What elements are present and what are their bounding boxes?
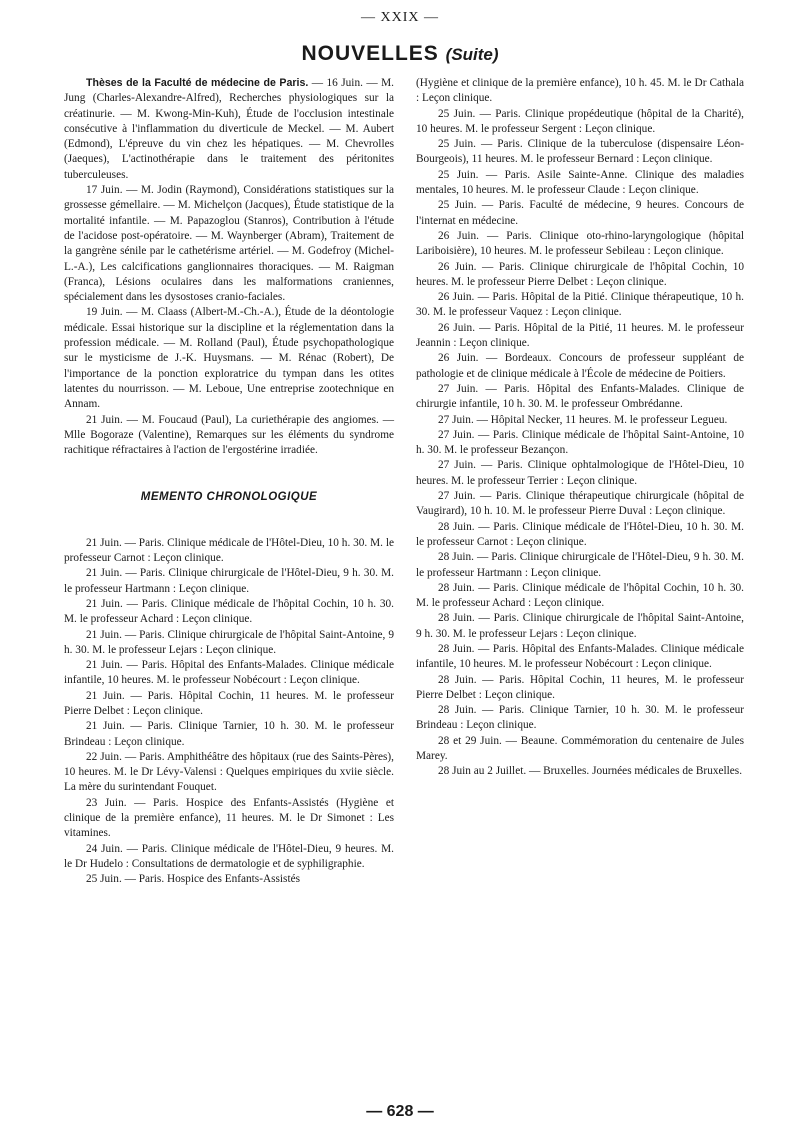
thesis-paragraph — [64, 76, 394, 183]
page-number: — 628 — — [366, 1103, 434, 1120]
memento-entry: 21 Juin. — Paris. Clinique médicale de l'hôpital Cochin, 10 h. 30. M. le professeur Achard : Leçon clinique. — [64, 597, 394, 626]
memento-entry: 26 Juin. — Paris. Hôpital de la Pitié. Clinique thérapeutique, 10 h. 30. M. le professeur Vaquez : Leçon clinique. — [416, 291, 744, 319]
memento-entry: 28 et 29 Juin. — Beaune. Commémoration du centenaire de Jules Marey. — [416, 734, 744, 763]
memento-entry: 27 Juin. — Hôpital Necker, 11 heures. M. le professeur Legueu. — [438, 413, 728, 426]
memento-entry: 26 Juin. — Paris. Clinique chirurgicale de l'hôpital Cochin, 10 heures. M. le professeur Pierre Delbet : Leçon clinique. — [416, 260, 744, 288]
memento-entry: 21 Juin. — Paris. Clinique médicale de l'Hôtel-Dieu, 10 h. 30. M. le professeur Carnot : Leçon clinique. — [64, 536, 394, 565]
memento-entry: 28 Juin. — Paris. Clinique chirurgicale de l'Hôtel-Dieu, 9 h. 30. M. le professeur Hartmann : Leçon clinique. — [416, 551, 744, 579]
memento-entry: 25 Juin. — Paris. Clinique de la tuberculose (dispensaire Léon-Bourgeois), 11 heures. M. le professeur Bernard : Leçon clinique. — [416, 138, 744, 166]
memento-entry: 28 Juin au 2 Juillet. — Bruxelles. Journées médicales de Bruxelles. — [438, 765, 743, 778]
memento-entry: 28 Juin. — Paris. Clinique Tarnier, 10 h. 30. M. le professeur Brindeau : Leçon clinique. — [416, 704, 744, 732]
memento-entry: 21 Juin. — Paris. Clinique Tarnier, 10 h. 30. M. le professeur Brindeau : Leçon clinique. — [64, 720, 394, 748]
memento-heading: MEMENTO CHRONOLOGIQUE — [140, 491, 318, 504]
memento-entry: 22 Juin. — Paris. Amphithéâtre des hôpitaux (rue des Saints-Pères), 10 heures. M. le Dr Lévy-Valensi : Quelques empiriques du xviie siècle. La mère du surintendant Fouquet. — [64, 750, 394, 794]
memento-entry: 25 Juin. — Paris. Hospice des Enfants-Assistés — [86, 873, 300, 886]
memento-entry: 21 Juin. — Paris. Hôpital des Enfants-Malades. Clinique médicale infantile, 10 heures. M. le professeur Nobécourt : Leçon clinique. — [64, 659, 394, 687]
memento-entry: 21 Juin. — Paris. Clinique chirurgicale de l'Hôtel-Dieu, 9 h. 30. M. le professeur Hartmann : Leçon clinique. — [64, 567, 394, 595]
memento-entry: 28 Juin. — Paris. Hôpital Cochin, 11 heures, M. le professeur Pierre Delbet : Leçon clinique. — [416, 673, 744, 701]
memento-entry: 26 Juin. — Paris. Hôpital de la Pitié, 11 heures. M. le professeur Jeannin : Leçon clinique. — [416, 321, 744, 350]
thesis-text: — 16 Juin. — M. Jung (Charles-Alexandre-Alfred), Recherches physiologiques sur la créatinurie. — M. Kwong-Min-Kuh), Étude de l'occlusion intestinale consécutive à l'inflammation du diverticule de Meckel. — M. Aubert (Edmond), L'épreuve du vin chez les hépatiques. — M. Chevrolles (Jaeques), L'actinothérapie dans le traitement des péritonites tuberculeuses. — [64, 77, 394, 181]
memento-entry: 26 Juin. — Bordeaux. Concours de professeur suppléant de pathologie et de clinique médicale à l'École de médecine de Poitiers. — [416, 352, 744, 380]
memento-entry: 25 Juin. — Paris. Asile Sainte-Anne. Clinique des maladies mentales, 10 heures. M. le professeur Claude : Leçon clinique. — [416, 168, 744, 197]
right-column — [416, 76, 744, 780]
thesis-paragraph: 17 Juin. — M. Jodin (Raymond), Considérations statistiques sur la grossesse gémellaire. — M. Michelçon (Jacques), Étude statistique de la mortalité infantile. — M. Papazoglou (Stanros), Contribution à l'étude de l'acidose post-opératoire. — M. Waynberger (Abram), Traitement de la gangrène sénile par le cathetérisme artériel. — M. Godefroy (Michel-L.-A.), Les calcifications ganglionnaires thoraciques. — M. Raigman (Franca), Lésions oculaires dans les malformations craniennes, spécialement dans les dysostoses cranio-faciales. — [64, 184, 394, 304]
memento-entry: 23 Juin. — Paris. Hospice des Enfants-Assistés (Hygiène et clinique de la première enfance), 11 heures. M. le Dr Simonet : Les vitamines. — [64, 796, 394, 840]
memento-entry: 27 Juin. — Paris. Clinique ophtalmologique de l'Hôtel-Dieu, 10 heures. M. le professeur Terrier : Leçon clinique. — [416, 459, 744, 487]
memento-entry: 28 Juin. — Paris. Hôpital des Enfants-Malades. Clinique médicale infantile, 10 heures. M. le professeur Nobécourt : Leçon clinique. — [416, 642, 744, 671]
memento-entry: (Hygiène et clinique de la première enfance), 10 h. 45. M. le Dr Cathala : Leçon clinique. — [416, 77, 744, 105]
memento-entry: 28 Juin. — Paris. Clinique médicale de l'Hôtel-Dieu, 10 h. 30. M. le professeur Carnot : Leçon clinique. — [416, 520, 744, 548]
memento-entry: 21 Juin. — Paris. Hôpital Cochin, 11 heures. M. le professeur Pierre Delbet : Leçon clinique. — [64, 689, 394, 717]
section-title — [0, 42, 800, 66]
thesis-paragraph: 19 Juin. — M. Claass (Albert-M.-Ch.-A.), Étude de la déontologie médicale. Essai historique sur la discipline et la réglementation dans la profession médicale. — M. Rolland (Paul), Étude psychopathologique sur le mysticisme de J.-K. Huysmans. — M. Rénac (Robert), De l'importance de la ponction exploratrice du tympan dans les otites latentes du nourrisson. — M. Leboue, Une entreprise zootechnique en Annam. — [64, 306, 394, 411]
memento-entry: 24 Juin. — Paris. Clinique médicale de l'Hôtel-Dieu, 9 heures. M. le Dr Hudelo : Consultations de dermatologie et de syphiligraphie. — [64, 842, 394, 870]
memento-entry: 21 Juin. — Paris. Clinique chirurgicale de l'hôpital Saint-Antoine, 9 h. 30. M. le professeur Lejars : Leçon clinique. — [64, 628, 394, 656]
section-title-suite: (Suite) — [445, 45, 499, 64]
thesis-paragraph: 21 Juin. — M. Foucaud (Paul), La curiethérapie des angiomes. — Mlle Bogoraze (Valentine), Remarques sur les éléments du syndrome rachitique réfractaires à l'action de l'ergostérine irradiée. — [64, 413, 394, 457]
memento-entry: 25 Juin. — Paris. Clinique propédeutique (hôpital de la Charité), 10 heures. M. le professeur Sergent : Leçon clinique. — [416, 107, 744, 135]
memento-entry: 26 Juin. — Paris. Clinique oto-rhino-laryngologique (hôpital Lariboisière), 10 heures. M. le professeur Sebileau : Leçon clinique. — [416, 229, 744, 258]
memento-entry: 28 Juin. — Paris. Clinique médicale de l'hôpital Cochin, 10 h. 30. M. le professeur Achard : Leçon clinique. — [416, 581, 744, 610]
memento-entry: 28 Juin. — Paris. Clinique chirurgicale de l'hôpital Saint-Antoine, 9 h. 30. M. le professeur Lejars : Leçon clinique. — [416, 612, 744, 640]
running-head: — XXIX — — [361, 10, 439, 25]
section-title-text: NOUVELLES — [301, 42, 439, 65]
memento-entry: 27 Juin. — Paris. Clinique thérapeutique chirurgicale (hôpital de Vaugirard), 10 h. 10. M. le professeur Pierre Duval : Leçon clinique. — [416, 490, 744, 518]
memento-entry: 25 Juin. — Paris. Faculté de médecine, 9 heures. Concours de l'internat en médecine. — [416, 199, 744, 227]
left-column — [64, 76, 394, 888]
memento-entry: 27 Juin. — Paris. Clinique médicale de l'hôpital Saint-Antoine, 10 h. 30. M. le professeur Bezançon. — [416, 428, 744, 457]
memento-entry: 27 Juin. — Paris. Hôpital des Enfants-Malades. Clinique de chirurgie infantile, 10 h. 30. M. le professeur Ombrédanne. — [416, 382, 744, 411]
thesis-lead: Thèses de la Faculté de médecine de Paris. — [86, 77, 309, 89]
